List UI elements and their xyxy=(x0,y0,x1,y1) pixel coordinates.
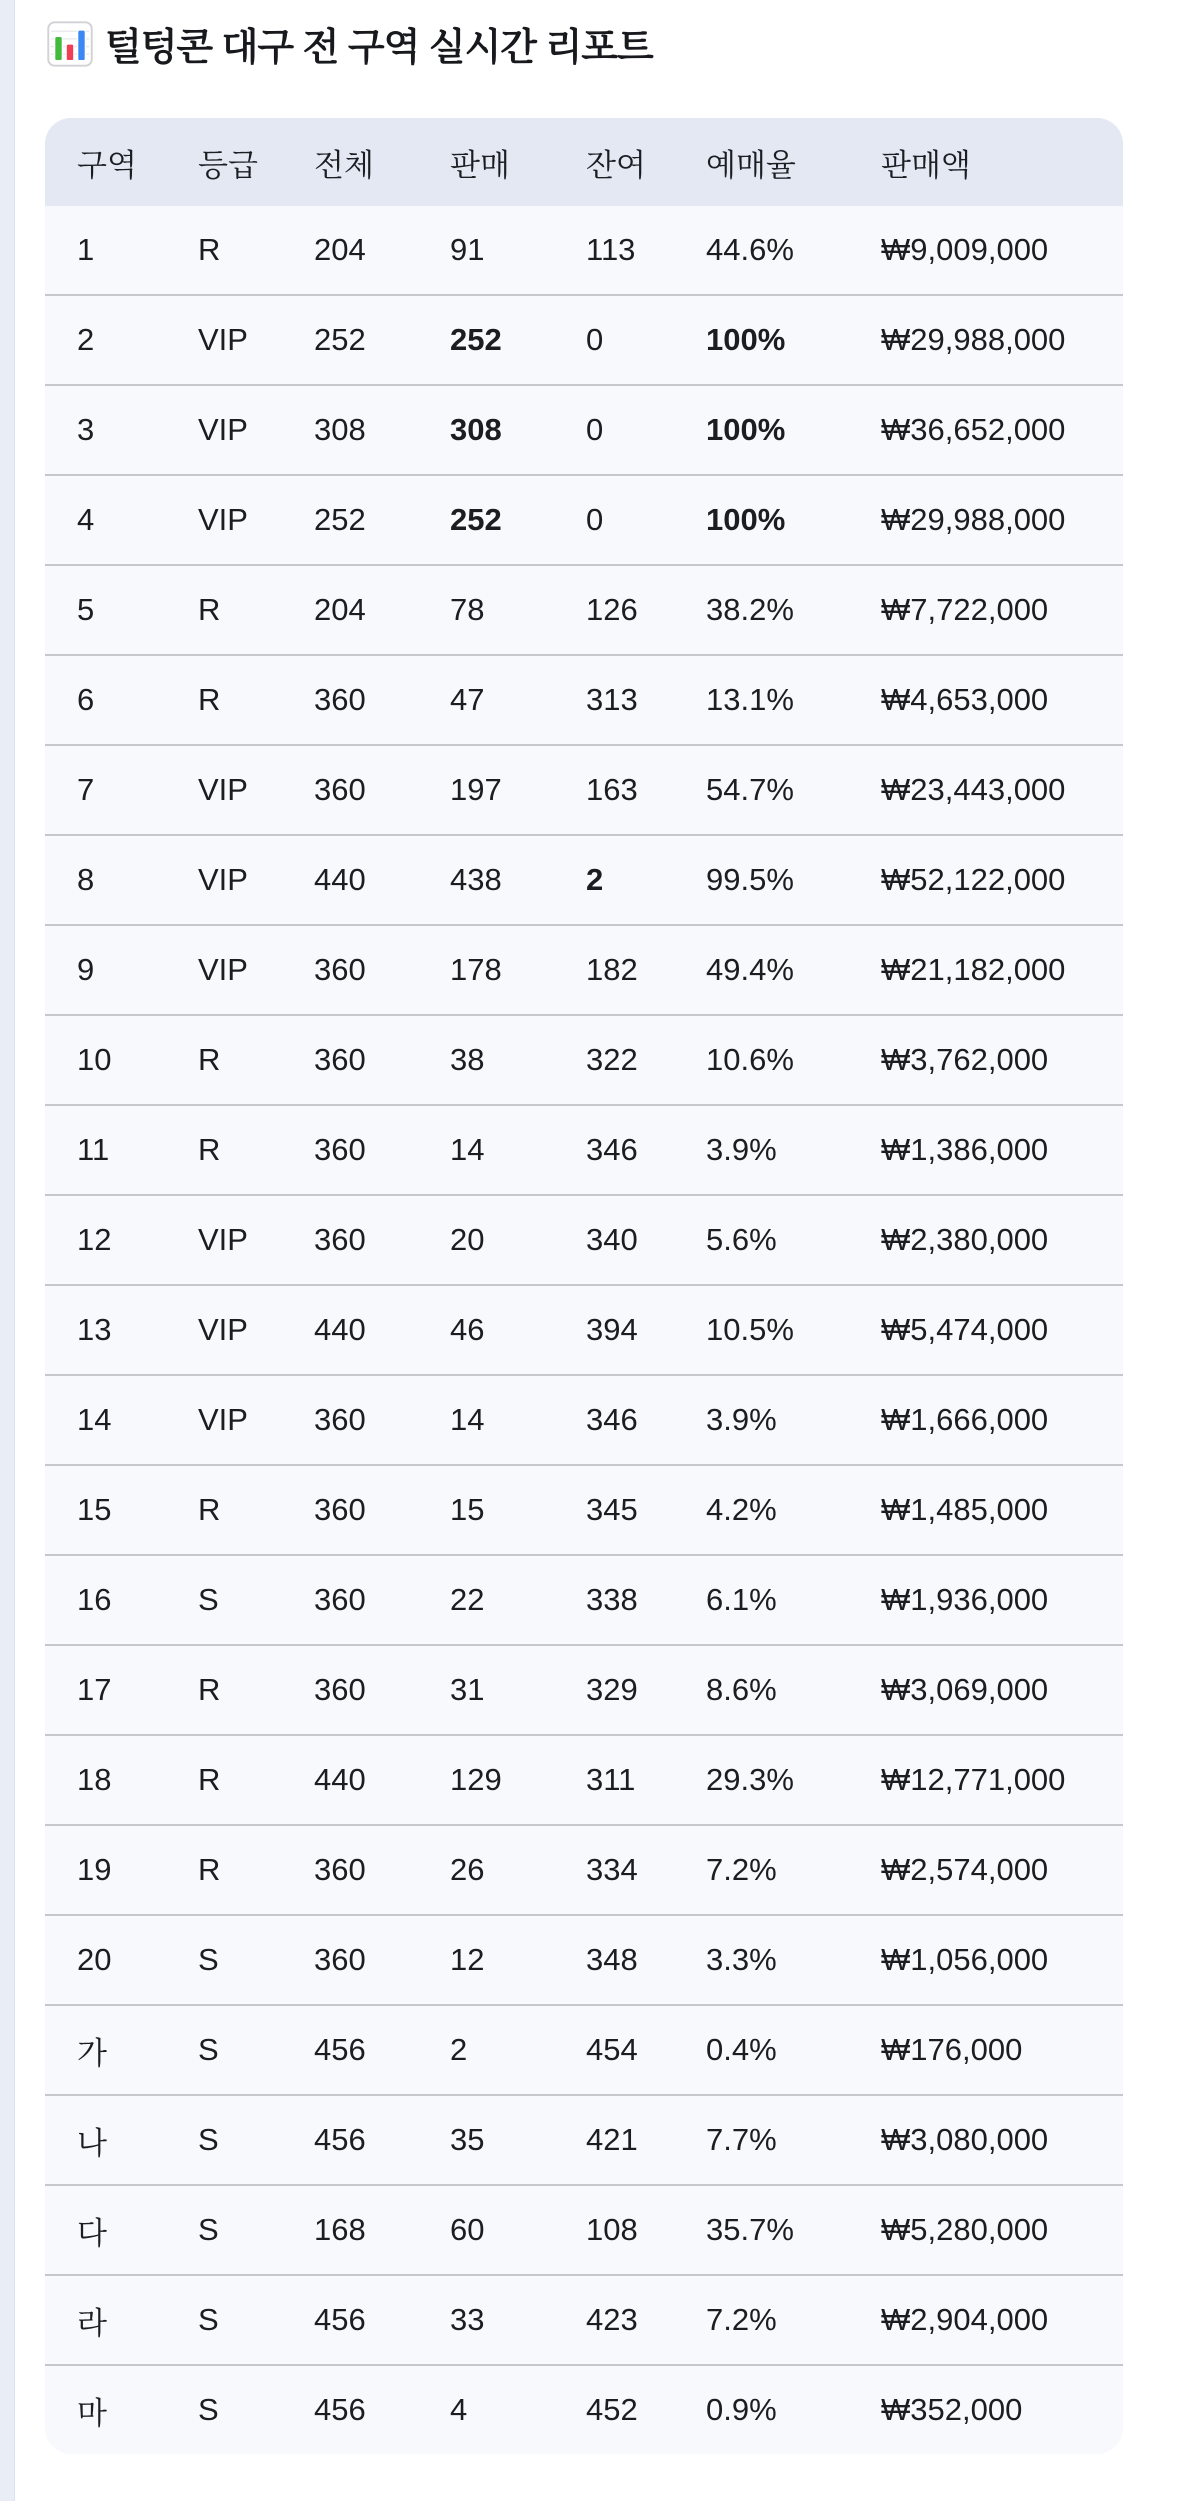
cell-sold: 14 xyxy=(450,1104,586,1194)
cell-remain: 0 xyxy=(586,474,706,564)
cell-amount: ₩1,936,000 xyxy=(881,1554,1123,1644)
cell-grade: S xyxy=(198,1554,314,1644)
cell-rate: 29.3% xyxy=(706,1734,881,1824)
cell-amount: ₩176,000 xyxy=(881,2004,1123,2094)
cell-rate: 10.5% xyxy=(706,1284,881,1374)
cell-sold: 129 xyxy=(450,1734,586,1824)
cell-remain: 346 xyxy=(586,1374,706,1464)
cell-total: 308 xyxy=(314,384,450,474)
cell-grade: VIP xyxy=(198,1194,314,1284)
cell-remain: 346 xyxy=(586,1104,706,1194)
cell-rate: 3.9% xyxy=(706,1374,881,1464)
cell-amount: ₩1,485,000 xyxy=(881,1464,1123,1554)
cell-rate: 10.6% xyxy=(706,1014,881,1104)
cell-grade: R xyxy=(198,1644,314,1734)
cell-sold: 252 xyxy=(450,294,586,384)
cell-amount: ₩29,988,000 xyxy=(881,294,1123,384)
cell-remain: 340 xyxy=(586,1194,706,1284)
table-row-6 xyxy=(45,654,1123,744)
table-row-18 xyxy=(45,1734,1123,1824)
cell-total: 360 xyxy=(314,924,450,1014)
cell-sold: 197 xyxy=(450,744,586,834)
cell-rate: 7.2% xyxy=(706,2274,881,2364)
cell-sold: 47 xyxy=(450,654,586,744)
cell-remain: 421 xyxy=(586,2094,706,2184)
cell-total: 456 xyxy=(314,2274,450,2364)
cell-grade: VIP xyxy=(198,294,314,384)
cell-remain: 334 xyxy=(586,1824,706,1914)
cell-total: 440 xyxy=(314,834,450,924)
table-row-7 xyxy=(45,744,1123,834)
column-header-sold: 판매 xyxy=(450,118,586,206)
table-row-20 xyxy=(45,1914,1123,2004)
cell-amount: ₩3,080,000 xyxy=(881,2094,1123,2184)
cell-zone: 20 xyxy=(45,1914,198,2004)
cell-amount: ₩21,182,000 xyxy=(881,924,1123,1014)
cell-total: 440 xyxy=(314,1284,450,1374)
cell-amount: ₩5,474,000 xyxy=(881,1284,1123,1374)
cell-grade: S xyxy=(198,2094,314,2184)
cell-zone: 8 xyxy=(45,834,198,924)
cell-zone: 라 xyxy=(45,2274,198,2364)
cell-sold: 178 xyxy=(450,924,586,1014)
cell-zone: 6 xyxy=(45,654,198,744)
column-header-amount: 판매액 xyxy=(881,118,1123,206)
table-row-15 xyxy=(45,1464,1123,1554)
cell-amount: ₩2,574,000 xyxy=(881,1824,1123,1914)
table-row-17 xyxy=(45,1644,1123,1734)
cell-sold: 22 xyxy=(450,1554,586,1644)
cell-remain: 452 xyxy=(586,2364,706,2454)
cell-total: 360 xyxy=(314,1554,450,1644)
cell-rate: 13.1% xyxy=(706,654,881,744)
cell-amount: ₩9,009,000 xyxy=(881,206,1123,294)
cell-remain: 338 xyxy=(586,1554,706,1644)
table-row-8 xyxy=(45,834,1123,924)
table-row-3 xyxy=(45,384,1123,474)
cell-sold: 20 xyxy=(450,1194,586,1284)
cell-zone: 5 xyxy=(45,564,198,654)
column-header-rate: 예매율 xyxy=(706,118,881,206)
cell-grade: S xyxy=(198,2364,314,2454)
cell-zone: 15 xyxy=(45,1464,198,1554)
page-title: 털텅콘 대구 전 구역 실시간 리포트 xyxy=(105,27,653,69)
cell-rate: 38.2% xyxy=(706,564,881,654)
cell-grade: VIP xyxy=(198,834,314,924)
cell-remain: 163 xyxy=(586,744,706,834)
cell-grade: R xyxy=(198,1104,314,1194)
cell-remain: 345 xyxy=(586,1464,706,1554)
cell-sold: 2 xyxy=(450,2004,586,2094)
cell-sold: 46 xyxy=(450,1284,586,1374)
table-row-마 xyxy=(45,2364,1123,2454)
cell-remain: 182 xyxy=(586,924,706,1014)
table-row-14 xyxy=(45,1374,1123,1464)
cell-remain: 0 xyxy=(586,294,706,384)
cell-rate: 7.7% xyxy=(706,2094,881,2184)
cell-sold: 33 xyxy=(450,2274,586,2364)
sales-report-table xyxy=(45,118,1123,2454)
column-header-grade: 등급 xyxy=(198,118,314,206)
cell-rate: 100% xyxy=(706,384,881,474)
cell-amount: ₩1,386,000 xyxy=(881,1104,1123,1194)
cell-total: 456 xyxy=(314,2004,450,2094)
cell-rate: 100% xyxy=(706,294,881,384)
table-row-10 xyxy=(45,1014,1123,1104)
column-header-remain: 잔여 xyxy=(586,118,706,206)
cell-sold: 60 xyxy=(450,2184,586,2274)
table-row-다 xyxy=(45,2184,1123,2274)
cell-grade: R xyxy=(198,654,314,744)
cell-amount: ₩5,280,000 xyxy=(881,2184,1123,2274)
cell-zone: 7 xyxy=(45,744,198,834)
cell-total: 440 xyxy=(314,1734,450,1824)
cell-remain: 113 xyxy=(586,206,706,294)
cell-remain: 2 xyxy=(586,834,706,924)
cell-zone: 16 xyxy=(45,1554,198,1644)
cell-amount: ₩2,904,000 xyxy=(881,2274,1123,2364)
bar-chart-icon xyxy=(47,21,93,67)
cell-zone: 2 xyxy=(45,294,198,384)
cell-total: 168 xyxy=(314,2184,450,2274)
cell-remain: 454 xyxy=(586,2004,706,2094)
cell-total: 360 xyxy=(314,1464,450,1554)
cell-rate: 8.6% xyxy=(706,1644,881,1734)
cell-remain: 329 xyxy=(586,1644,706,1734)
table-header-row xyxy=(45,118,1123,206)
table-row-4 xyxy=(45,474,1123,564)
cell-grade: S xyxy=(198,1914,314,2004)
cell-total: 360 xyxy=(314,744,450,834)
cell-sold: 91 xyxy=(450,206,586,294)
table-body xyxy=(45,206,1123,2454)
cell-grade: R xyxy=(198,1734,314,1824)
cell-rate: 6.1% xyxy=(706,1554,881,1644)
cell-zone: 19 xyxy=(45,1824,198,1914)
table-row-가 xyxy=(45,2004,1123,2094)
cell-zone: 10 xyxy=(45,1014,198,1104)
cell-sold: 15 xyxy=(450,1464,586,1554)
side-rail xyxy=(0,0,15,2501)
cell-remain: 311 xyxy=(586,1734,706,1824)
cell-total: 360 xyxy=(314,1374,450,1464)
cell-sold: 35 xyxy=(450,2094,586,2184)
cell-amount: ₩3,069,000 xyxy=(881,1644,1123,1734)
cell-rate: 99.5% xyxy=(706,834,881,924)
cell-total: 360 xyxy=(314,1914,450,2004)
cell-zone: 17 xyxy=(45,1644,198,1734)
cell-amount: ₩23,443,000 xyxy=(881,744,1123,834)
cell-grade: VIP xyxy=(198,384,314,474)
column-header-total: 전체 xyxy=(314,118,450,206)
cell-zone: 11 xyxy=(45,1104,198,1194)
cell-remain: 126 xyxy=(586,564,706,654)
cell-grade: R xyxy=(198,1014,314,1104)
cell-sold: 438 xyxy=(450,834,586,924)
cell-remain: 0 xyxy=(586,384,706,474)
cell-remain: 322 xyxy=(586,1014,706,1104)
cell-zone: 18 xyxy=(45,1734,198,1824)
cell-amount: ₩36,652,000 xyxy=(881,384,1123,474)
cell-sold: 4 xyxy=(450,2364,586,2454)
cell-zone: 4 xyxy=(45,474,198,564)
cell-grade: S xyxy=(198,2274,314,2364)
cell-amount: ₩29,988,000 xyxy=(881,474,1123,564)
cell-sold: 252 xyxy=(450,474,586,564)
cell-rate: 100% xyxy=(706,474,881,564)
cell-sold: 308 xyxy=(450,384,586,474)
cell-zone: 13 xyxy=(45,1284,198,1374)
cell-sold: 31 xyxy=(450,1644,586,1734)
table-row-9 xyxy=(45,924,1123,1014)
cell-grade: R xyxy=(198,564,314,654)
table-row-1 xyxy=(45,206,1123,294)
cell-rate: 0.9% xyxy=(706,2364,881,2454)
cell-amount: ₩352,000 xyxy=(881,2364,1123,2454)
cell-zone: 다 xyxy=(45,2184,198,2274)
cell-total: 456 xyxy=(314,2094,450,2184)
cell-zone: 9 xyxy=(45,924,198,1014)
cell-rate: 7.2% xyxy=(706,1824,881,1914)
cell-remain: 108 xyxy=(586,2184,706,2274)
cell-total: 360 xyxy=(314,1194,450,1284)
cell-total: 204 xyxy=(314,206,450,294)
cell-rate: 5.6% xyxy=(706,1194,881,1284)
cell-rate: 44.6% xyxy=(706,206,881,294)
cell-rate: 35.7% xyxy=(706,2184,881,2274)
report-title-row xyxy=(47,16,653,71)
cell-zone: 3 xyxy=(45,384,198,474)
cell-grade: R xyxy=(198,1464,314,1554)
cell-sold: 14 xyxy=(450,1374,586,1464)
cell-amount: ₩2,380,000 xyxy=(881,1194,1123,1284)
cell-remain: 394 xyxy=(586,1284,706,1374)
cell-grade: VIP xyxy=(198,1374,314,1464)
cell-grade: S xyxy=(198,2184,314,2274)
cell-remain: 348 xyxy=(586,1914,706,2004)
cell-grade: VIP xyxy=(198,924,314,1014)
cell-grade: R xyxy=(198,1824,314,1914)
cell-amount: ₩52,122,000 xyxy=(881,834,1123,924)
cell-grade: VIP xyxy=(198,744,314,834)
cell-amount: ₩3,762,000 xyxy=(881,1014,1123,1104)
cell-sold: 26 xyxy=(450,1824,586,1914)
cell-amount: ₩4,653,000 xyxy=(881,654,1123,744)
cell-total: 360 xyxy=(314,654,450,744)
cell-rate: 49.4% xyxy=(706,924,881,1014)
cell-rate: 3.3% xyxy=(706,1914,881,2004)
cell-grade: R xyxy=(198,206,314,294)
cell-sold: 78 xyxy=(450,564,586,654)
table-row-나 xyxy=(45,2094,1123,2184)
cell-amount: ₩1,666,000 xyxy=(881,1374,1123,1464)
cell-rate: 4.2% xyxy=(706,1464,881,1554)
cell-zone: 1 xyxy=(45,206,198,294)
table-row-5 xyxy=(45,564,1123,654)
cell-grade: VIP xyxy=(198,474,314,564)
cell-zone: 나 xyxy=(45,2094,198,2184)
cell-rate: 3.9% xyxy=(706,1104,881,1194)
table-row-16 xyxy=(45,1554,1123,1644)
cell-amount: ₩12,771,000 xyxy=(881,1734,1123,1824)
cell-amount: ₩1,056,000 xyxy=(881,1914,1123,2004)
cell-total: 252 xyxy=(314,294,450,384)
cell-zone: 마 xyxy=(45,2364,198,2454)
table-row-11 xyxy=(45,1104,1123,1194)
table-row-2 xyxy=(45,294,1123,384)
cell-total: 252 xyxy=(314,474,450,564)
cell-amount: ₩7,722,000 xyxy=(881,564,1123,654)
cell-sold: 12 xyxy=(450,1914,586,2004)
cell-zone: 가 xyxy=(45,2004,198,2094)
cell-zone: 12 xyxy=(45,1194,198,1284)
cell-sold: 38 xyxy=(450,1014,586,1104)
table-row-19 xyxy=(45,1824,1123,1914)
cell-total: 360 xyxy=(314,1644,450,1734)
table-row-12 xyxy=(45,1194,1123,1284)
cell-remain: 423 xyxy=(586,2274,706,2364)
cell-grade: VIP xyxy=(198,1284,314,1374)
table-row-라 xyxy=(45,2274,1123,2364)
cell-total: 360 xyxy=(314,1014,450,1104)
table-row-13 xyxy=(45,1284,1123,1374)
cell-zone: 14 xyxy=(45,1374,198,1464)
cell-total: 204 xyxy=(314,564,450,654)
cell-rate: 54.7% xyxy=(706,744,881,834)
cell-total: 456 xyxy=(314,2364,450,2454)
cell-total: 360 xyxy=(314,1824,450,1914)
cell-remain: 313 xyxy=(586,654,706,744)
cell-rate: 0.4% xyxy=(706,2004,881,2094)
cell-grade: S xyxy=(198,2004,314,2094)
cell-total: 360 xyxy=(314,1104,450,1194)
column-header-zone: 구역 xyxy=(45,118,198,206)
